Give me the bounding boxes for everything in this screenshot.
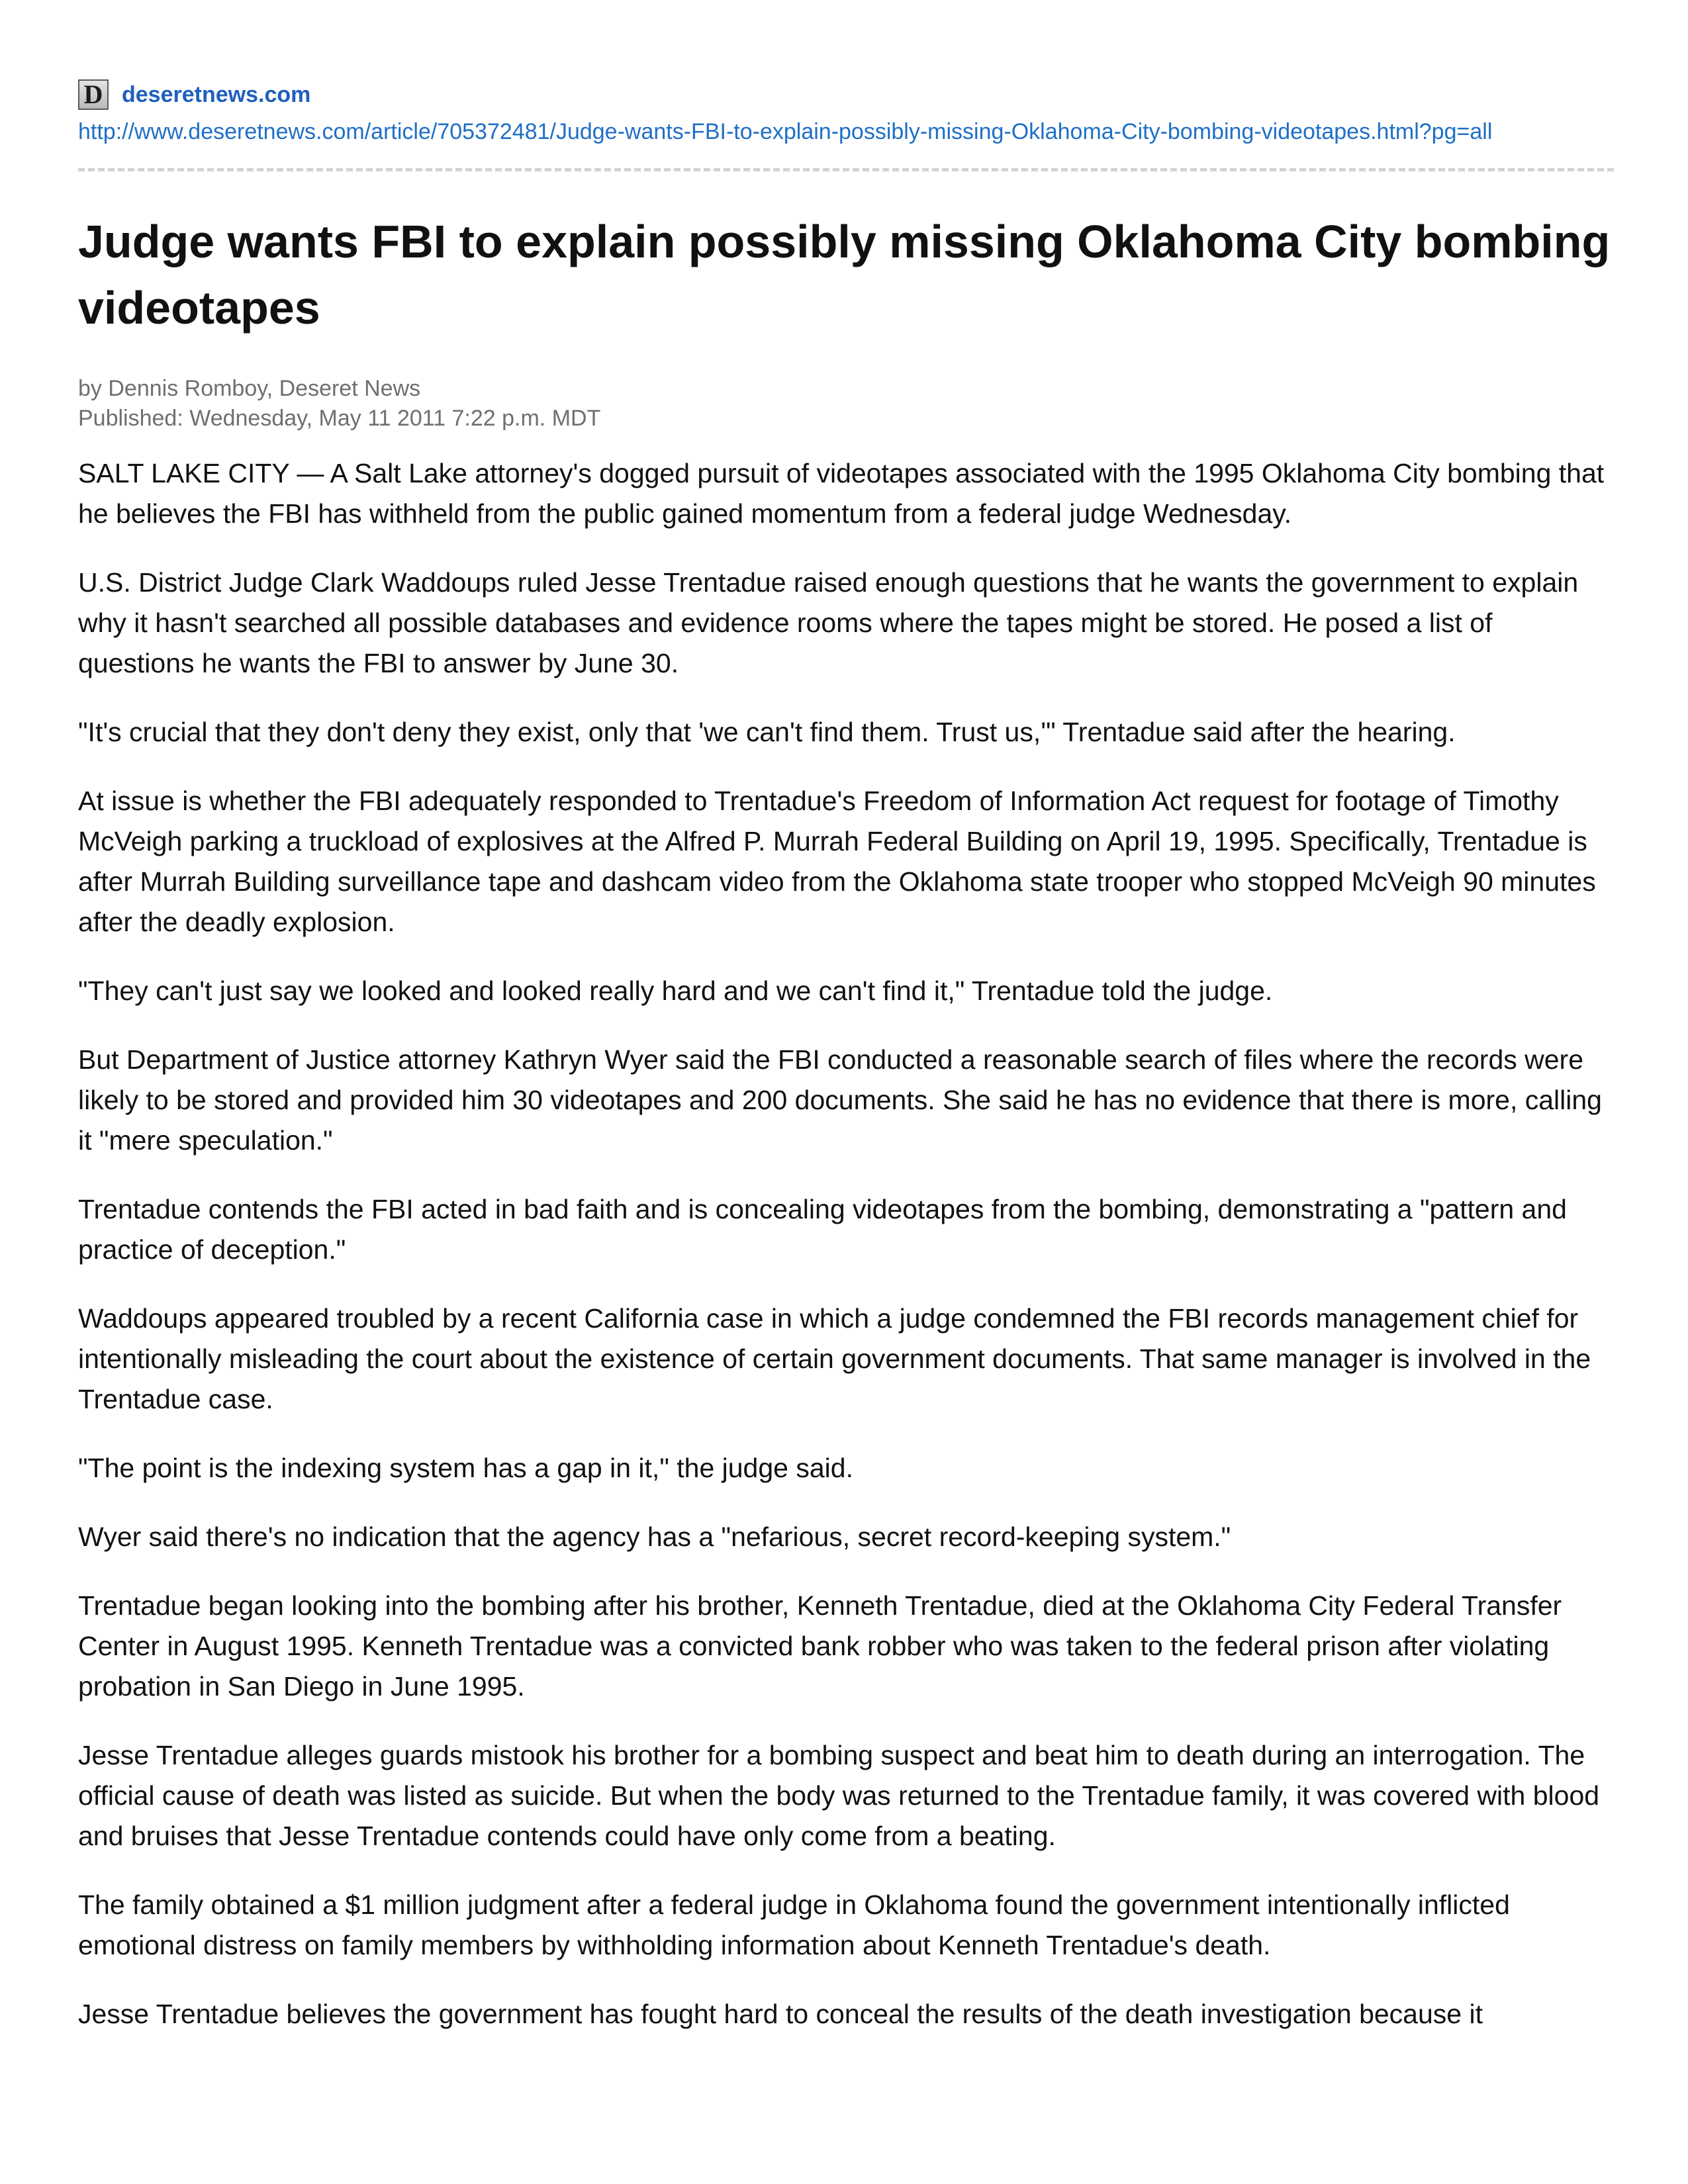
article-paragraph: SALT LAKE CITY — A Salt Lake attorney's dogged pursuit of videotapes associated with the 1995 Oklahoma City bombing that he believes the FBI has withheld from the public gained momentum from a federal judge Wednesday. [78,458,1605,529]
deseret-news-logo-icon [78,79,109,110]
article-paragraph: At issue is whether the FBI adequately responded to Trentadue's Freedom of Information Act request for footage of Timothy McVeigh parking a truckload of explosives at the Alfred P. Murrah Federal Building on April 19, 1995. Specifically, Trentadue is after Murrah Building surveillance tape and dashcam video from the Oklahoma state trooper who stopped McVeigh 90 minutes after the deadly explosion. [78,786,1596,937]
site-name-link[interactable]: deseretnews.com [122,82,311,107]
article-paragraph: Wyer said there's no indication that the agency has a "nefarious, secret record-keeping system." [78,1522,1231,1552]
logo-letter: D [83,79,103,109]
author-byline: by Dennis Romboy, Deseret News [78,376,421,401]
article-paragraph: "The point is the indexing system has a gap in it," the judge said. [78,1453,853,1483]
dashed-divider [78,168,1614,171]
article-paragraph: U.S. District Judge Clark Waddoups ruled Jesse Trentadue raised enough questions that he wants the government to explain why it hasn't searched all possible databases and evidence rooms where the tapes might be stored. He posed a list of questions he wants the FBI to answer by June 30. [78,567,1579,678]
article-paragraph: The family obtained a $1 million judgment after a federal judge in Oklahoma found the government intentionally inflicted emotional distress on family members by withholding information about Kenneth Trentadue's death. [78,1889,1510,1960]
source-header [78,78,1614,111]
article-paragraph: "It's crucial that they don't deny they exist, only that 'we can't find them. Trust us,'" Trentadue said after the hearing. [78,717,1456,747]
article-body [78,453,1614,2034]
byline-block [78,374,1614,433]
article-title: Judge wants FBI to explain possibly missing Oklahoma City bombing videotapes [78,216,1611,334]
article-paragraph: Waddoups appeared troubled by a recent California case in which a judge condemned the FBI records management chief for intentionally misleading the court about the existence of certain government documents. That same manager is involved in the Trentadue case. [78,1303,1591,1414]
article-paragraph: But Department of Justice attorney Kathryn Wyer said the FBI conducted a reasonable search of files where the records were likely to be stored and provided him 30 videotapes and 200 documents. She said he has no evidence that there is more, calling it "mere speculation." [78,1044,1602,1156]
published-date: Published: Wednesday, May 11 2011 7:22 p.m. MDT [78,406,601,431]
article-paragraph: Jesse Trentadue alleges guards mistook his brother for a bombing suspect and beat him to death during an interrogation. The official cause of death was listed as suicide. But when the body was returned to the Trentadue family, it was covered with blood and bruises that Jesse Trentadue contends could have only come from a beating. [78,1740,1600,1851]
article-page [78,78,1614,2063]
article-paragraph: "They can't just say we looked and looked really hard and we can't find it," Trentadue told the judge. [78,976,1273,1006]
article-paragraph: Trentadue contends the FBI acted in bad faith and is concealing videotapes from the bombing, demonstrating a "pattern and practice of deception." [78,1194,1567,1265]
article-paragraph: Jesse Trentadue believes the government has fought hard to conceal the results of the death investigation because it [78,1999,1483,2029]
article-url-link[interactable]: http://www.deseretnews.com/article/705372481/Judge-wants-FBI-to-explain-possibly-missing-Oklahoma-City-bombing-videotapes.html?pg=all [78,119,1493,144]
article-paragraph: Trentadue began looking into the bombing after his brother, Kenneth Trentadue, died at the Oklahoma City Federal Transfer Center in August 1995. Kenneth Trentadue was a convicted bank robber who was taken to the federal prison after violating probation in San Diego in June 1995. [78,1590,1562,1702]
